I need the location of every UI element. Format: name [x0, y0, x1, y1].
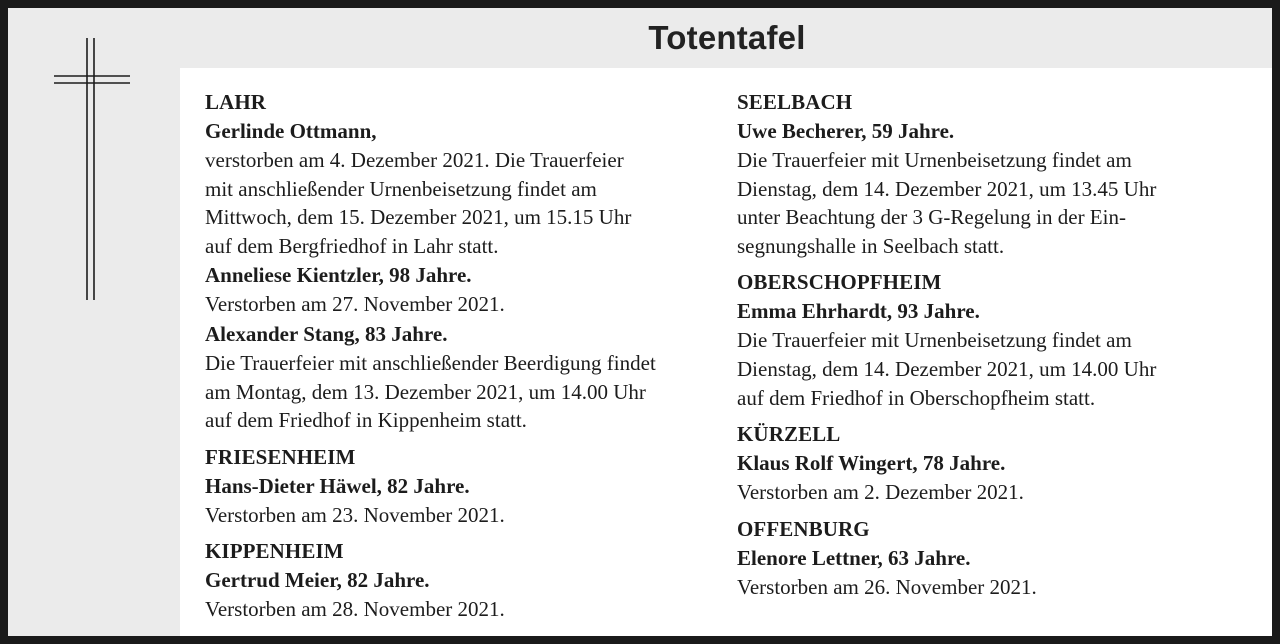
- cross-icon: [54, 38, 134, 300]
- deceased-name: Gerlinde Ottmann,: [205, 119, 377, 143]
- section-gap: [737, 507, 1257, 513]
- place-heading: FRIESENHEIM: [205, 444, 356, 469]
- place-heading: LAHR: [205, 90, 267, 114]
- deceased-name: Uwe Becherer, 59 Jahre.: [737, 119, 955, 143]
- left-column: [205, 86, 715, 624]
- deceased-name: Alexander Stang, 83 Jahre.: [205, 321, 448, 346]
- deceased-name: Emma Ehrhardt, 93 Jahre.: [737, 299, 980, 324]
- obituary-text-line: Die Trauerfeier mit Urnenbeisetzung findet am: [737, 328, 1132, 353]
- obituary-text-line: verstorben am 4. Dezember 2021. Die Trauerfeier: [205, 148, 624, 172]
- place-section: [737, 420, 1257, 507]
- obituary-text-line: Verstorben am 28. November 2021.: [205, 597, 505, 622]
- section-gap: [205, 529, 715, 535]
- obituary-text-line: auf dem Friedhof in Oberschopfheim statt.: [737, 385, 1096, 410]
- obituary-text-line: am Montag, dem 13. Dezember 2021, um 14.00 Uhr: [205, 379, 646, 404]
- obituary-panel: [8, 8, 1272, 636]
- place-heading: KÜRZELL: [737, 422, 841, 447]
- deceased-name: Elenore Lettner, 63 Jahre.: [737, 545, 971, 570]
- place-section: [205, 537, 715, 624]
- place-section: [737, 515, 1257, 602]
- obituary-text-line: Die Trauerfeier mit anschließender Beerdigung findet: [205, 350, 656, 375]
- obituary-text-line: auf dem Friedhof in Kippenheim statt.: [205, 408, 527, 433]
- section-gap: [205, 435, 715, 441]
- deceased-name: Anneliese Kientzler, 98 Jahre.: [205, 263, 472, 288]
- place-heading: KIPPENHEIM: [205, 539, 344, 564]
- page-title: Totentafel: [648, 19, 806, 56]
- deceased-name: Klaus Rolf Wingert, 78 Jahre.: [737, 451, 1006, 476]
- obituary-text-line: Dienstag, dem 14. Dezember 2021, um 14.00 Uhr: [737, 356, 1157, 381]
- obituary-text-line: Verstorben am 27. November 2021.: [205, 292, 505, 317]
- deceased-name: Gertrud Meier, 82 Jahre.: [205, 568, 430, 593]
- section-gap: [737, 412, 1257, 418]
- obituary-text-line: Die Trauerfeier mit Urnenbeisetzung findet am: [737, 148, 1132, 172]
- obituary-text-line: unter Beachtung der 3 G-Regelung in der Ein-: [737, 205, 1126, 230]
- obituary-text-line: segnungshalle in Seelbach statt.: [737, 233, 1005, 258]
- obituary-text-line: Mittwoch, dem 15. Dezember 2021, um 15.15 Uhr: [205, 205, 632, 230]
- place-section: [737, 88, 1257, 260]
- place-heading: SEELBACH: [737, 90, 853, 114]
- place-heading: OBERSCHOPFHEIM: [737, 270, 942, 295]
- obituary-text-line: Dienstag, dem 14. Dezember 2021, um 13.45 Uhr: [737, 176, 1157, 201]
- obituary-text-line: Verstorben am 2. Dezember 2021.: [737, 480, 1024, 505]
- place-heading: OFFENBURG: [737, 516, 870, 541]
- right-column: [737, 86, 1257, 601]
- deceased-name: Hans-Dieter Häwel, 82 Jahre.: [205, 473, 470, 498]
- obituary-content: [180, 68, 1272, 636]
- obituary-text-line: Verstorben am 26. November 2021.: [737, 574, 1037, 599]
- obituary-text-line: Verstorben am 23. November 2021.: [205, 502, 505, 527]
- section-gap: [737, 260, 1257, 266]
- place-section: [205, 88, 715, 435]
- obituary-text-line: auf dem Bergfriedhof in Lahr statt.: [205, 233, 499, 258]
- place-section: [737, 268, 1257, 412]
- title-bar: [180, 8, 1272, 68]
- place-section: [205, 443, 715, 530]
- obituary-text-line: mit anschließender Urnenbeisetzung findet am: [205, 176, 597, 201]
